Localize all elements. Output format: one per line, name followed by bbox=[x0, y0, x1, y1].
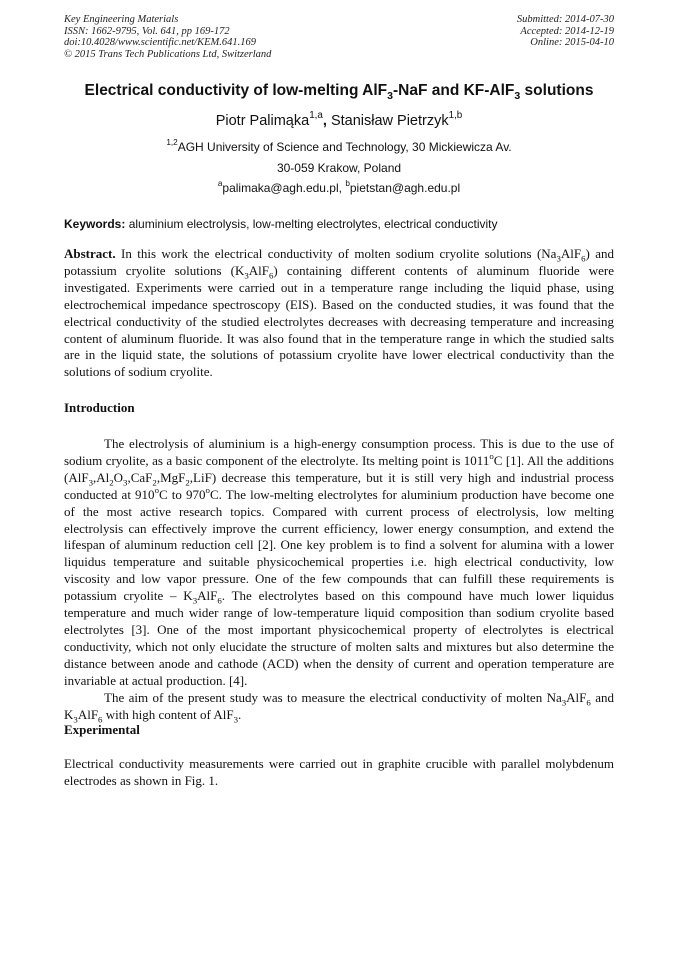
keywords-text: aluminium electrolysis, low-melting electrolytes, electrical conductivity bbox=[125, 217, 498, 231]
experimental-paragraph-1: Electrical conductivity measurements were carried out in graphite crucible with parallel molybdenum electrodes as shown in Fig. 1. bbox=[64, 756, 614, 788]
keywords-label: Keywords: bbox=[64, 217, 126, 231]
introduction-body bbox=[64, 436, 614, 723]
author-emails: $^a$palimaka@agh.edu.pl, $^b$pietstan@agh.edu.pl bbox=[217, 179, 461, 195]
abstract-label: Abstract. bbox=[64, 246, 116, 261]
author-palimaka: Piotr Palimąka bbox=[215, 113, 310, 129]
dates-info bbox=[517, 14, 614, 49]
submitted-date: Submitted: 2014-07-30 bbox=[516, 14, 614, 25]
copyright-line: © 2015 Trans Tech Publications Ltd, Switzerland bbox=[64, 48, 272, 60]
doi-line: doi:10.4028/www.scientific.net/KEM.641.169 bbox=[64, 37, 256, 48]
journal-name: Key Engineering Materials bbox=[64, 14, 179, 25]
paper-title: Electrical conductivity of low-melting AlF$_3$-NaF and KF-AlF$_3$ solutions bbox=[84, 82, 594, 103]
accepted-date: Accepted: 2014-12-19 bbox=[520, 25, 614, 37]
author-pietrzyk: Stanisław Pietrzyk bbox=[330, 113, 449, 129]
affiliation-line: $^{1,2}$AGH University of Science and Technology, 30 Mickiewicza Av. bbox=[166, 138, 512, 154]
affiliation-address: 30-059 Krakow, Poland bbox=[276, 161, 402, 175]
introduction-paragraph-1: The electrolysis of aluminium is a high-energy consumption process. This is due to the use of sodium cryolite, as a basic component of the electrolyte. Its melting point is 1011$^o$C [1]. All the additions $(AlF_3,Al_2O_3,CaF_2,MgF_2,LiF)$ decrease this temperature, but it is still very high and industrial process conducted at 910$^o$C to 970$^o$C. The low-melting electrolytes for aluminium production have become one of the most active research topics. Compared with current process of electrolysis, low melting electrolysis can effectively improve the current efficiency, lower energy consumption, and extend the lifespan of aluminum reduction cell [2]. One key problem is to find a solvent for alumina with a lower liquidus temperature and suitable physicochemical properties i.e. high electrical conductivity, low viscosity and low vapor pressure. One of the few compounds that can fulfill these requirements is potassium cryolite – $K_3AlF_6$. The electrolytes based on this compound have much lower liquidus temperature and much wider range of low-temperature liquid composition than sodium cryolite based electrolytes [3]. One of the most important physicochemical property of electrolytes is electrical conductivity, which not only elucidate the structure of molten salts and mixtures but also determine the distance between anode and cathode (ACD) when the density of current and operation temperature are invariable at actual production. [4]. bbox=[64, 436, 614, 688]
introduction-heading: Introduction bbox=[64, 400, 135, 415]
experimental-heading: Experimental bbox=[64, 722, 140, 737]
experimental-body bbox=[64, 756, 614, 790]
issn-line: ISSN: 1662-9795, Vol. 641, pp 169-172 bbox=[64, 25, 230, 37]
author-list: Piotr Palimąka$^{1,a}$, Stanisław Pietrzyk$^{1,b}$ bbox=[215, 110, 463, 129]
journal-info bbox=[64, 14, 271, 60]
online-date: Online: 2015-04-10 bbox=[530, 37, 614, 48]
keywords bbox=[64, 217, 616, 231]
abstract: Abstract. In this work the electrical conductivity of molten sodium cryolite solutions $(Na_3AlF_6)$ and potassium cryolite solutions $(K_3AlF_6)$ containing different contents of aluminum fluoride were investigated. Experiments were carried out in a temperature range including the liquid phase, using electrochemical impedance spectroscopy (EIS). Based on the conducted studies, it was found that the electrical conductivity of the studied electrolytes decreases with decreasing temperature and increasing content of aluminum fluoride. It was also found that in the temperature range in which the studied salts are in the liquid state, the solutions of potassium cryolite have lower electrical conductivity than the solutions of sodium cryolite. bbox=[64, 246, 614, 380]
introduction-paragraph-2: The aim of the present study was to measure the electrical conductivity of molten $Na_3AlF_6$ and $K_3AlF_6$ with high content of AlF$_3$. bbox=[64, 689, 614, 725]
